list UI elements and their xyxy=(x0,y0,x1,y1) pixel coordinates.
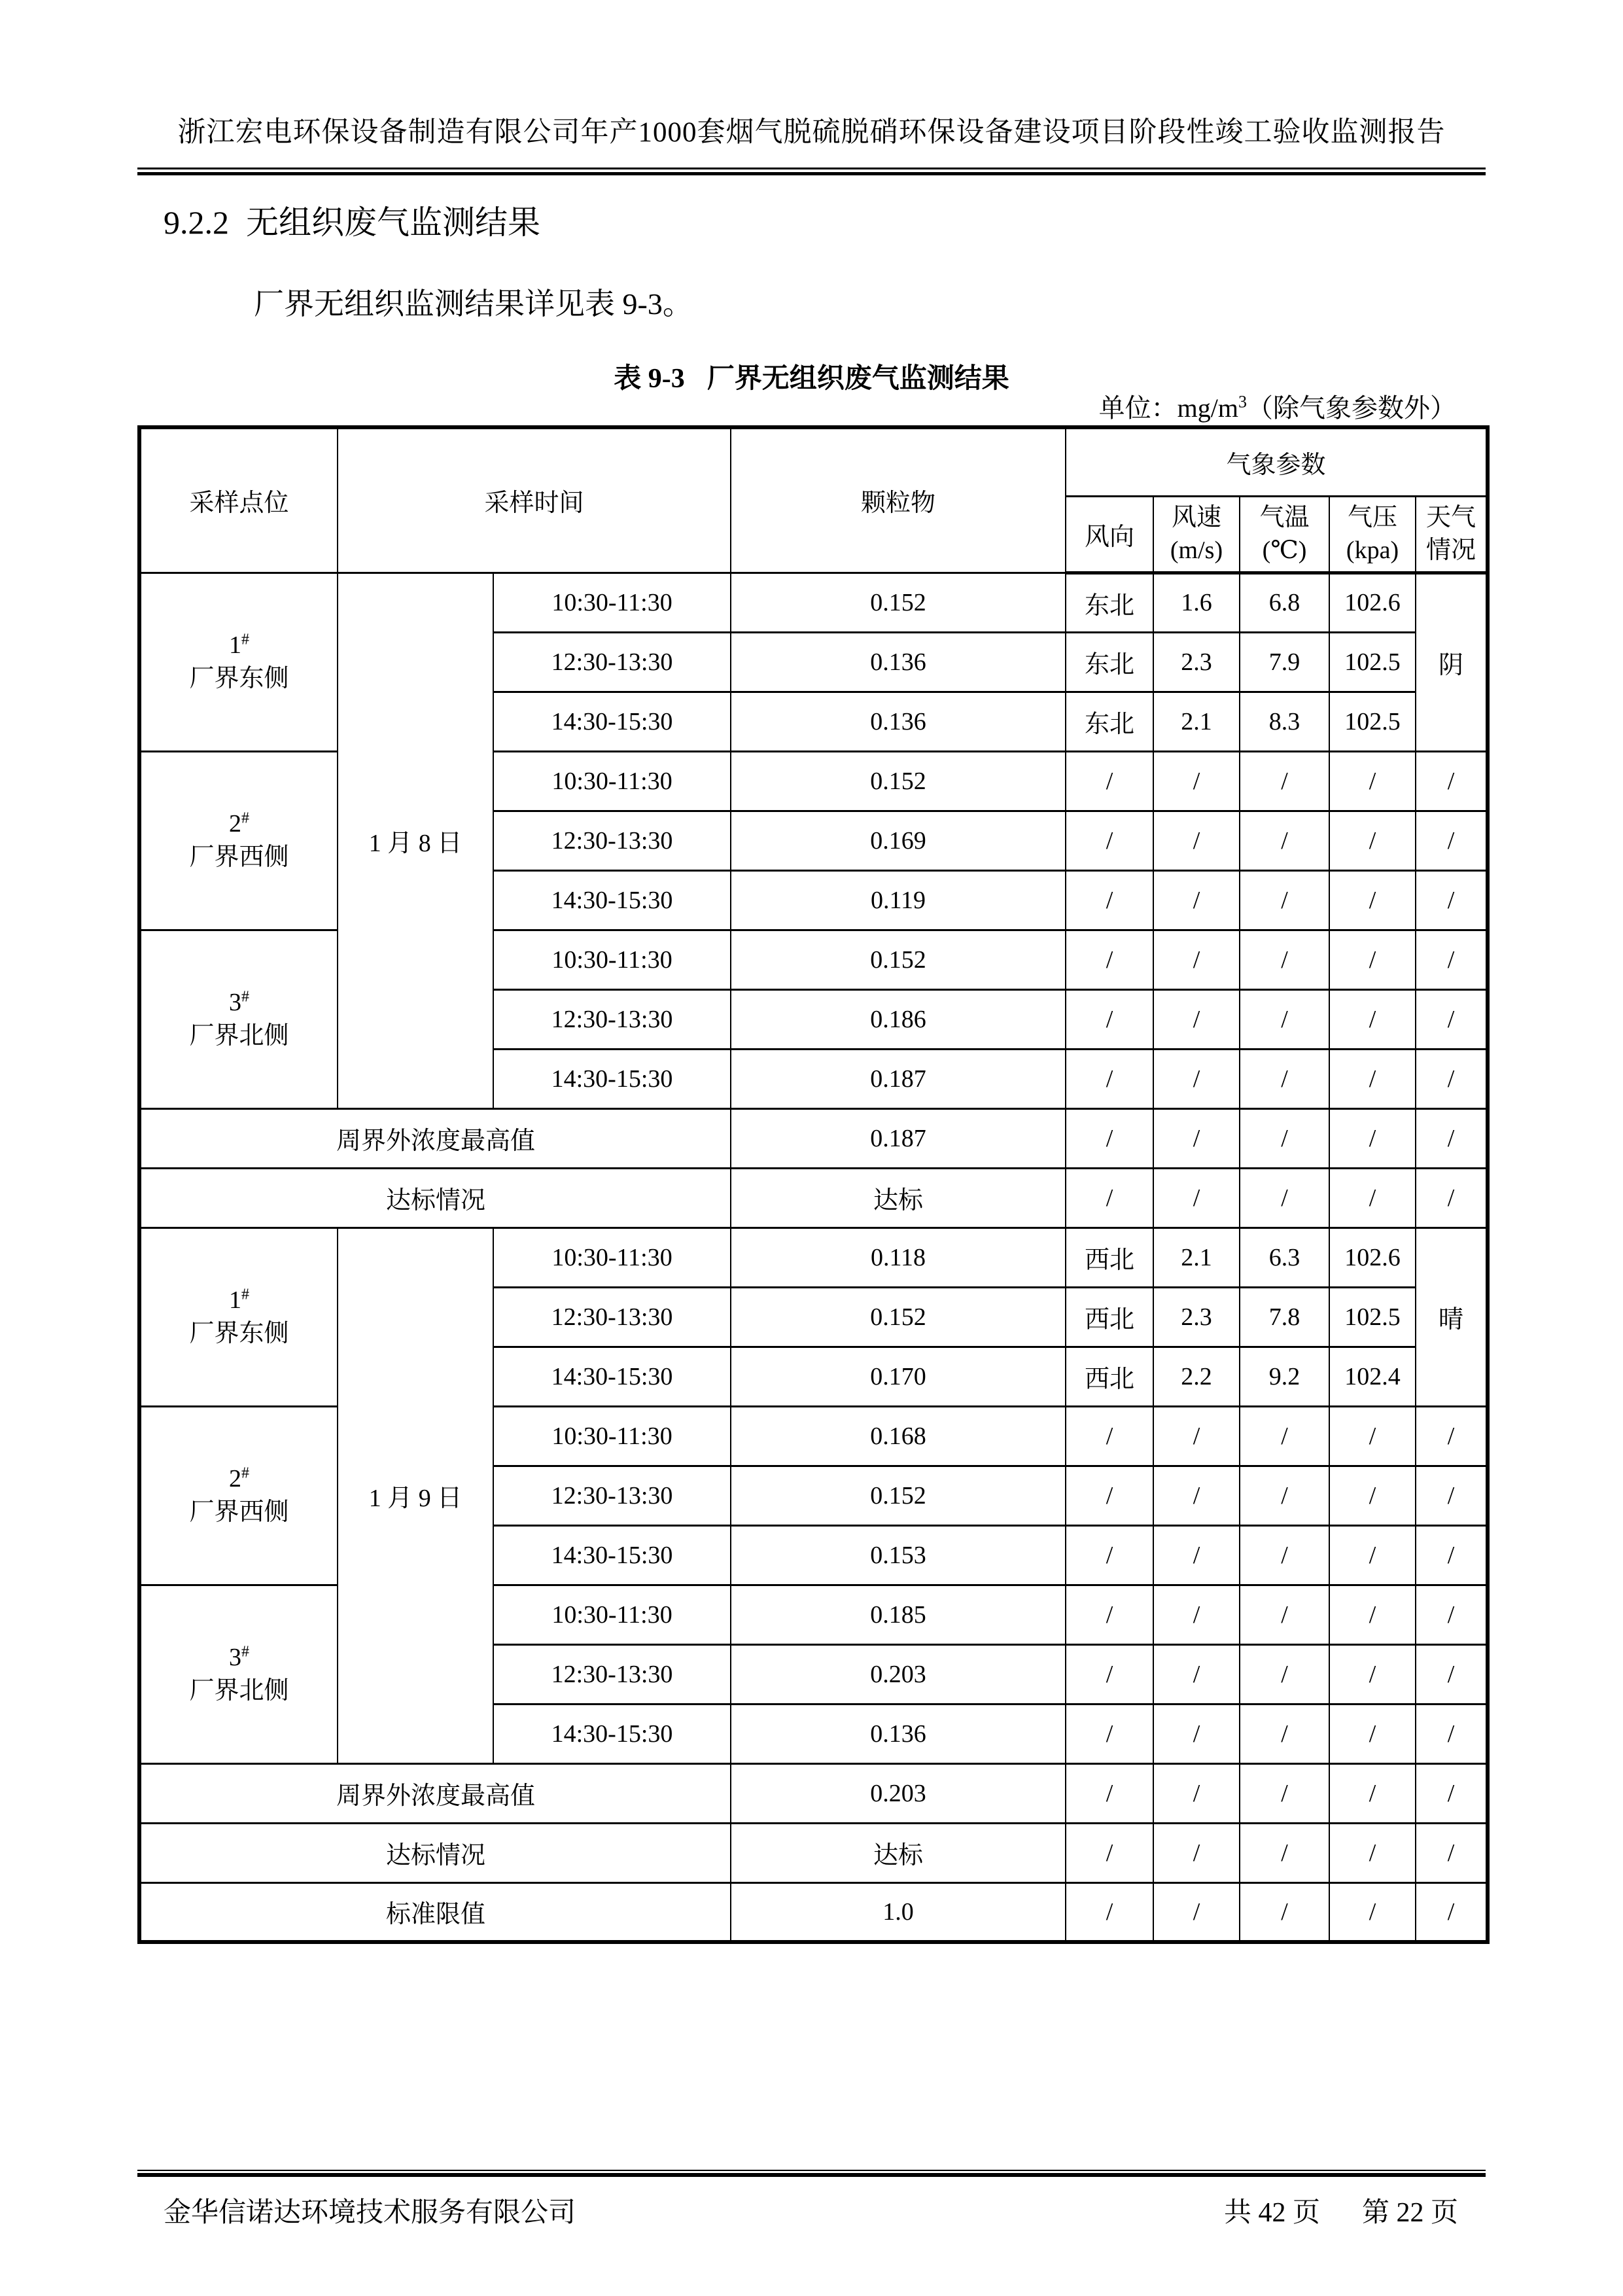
pressure-cell: 102.5 xyxy=(1329,692,1416,751)
point-name: 厂界西侧 xyxy=(189,1498,289,1526)
sampling-point-cell xyxy=(139,1585,338,1763)
hash-mark: # xyxy=(241,1643,249,1661)
time-cell: 10:30-11:30 xyxy=(493,573,731,632)
temp-cell: 6.3 xyxy=(1240,1227,1329,1287)
col-header-weather xyxy=(1416,496,1488,573)
max-concentration-label: 周界外浓度最高值 xyxy=(139,1763,731,1823)
wind-dir-cell: 西北 xyxy=(1066,1347,1153,1406)
pm-value-cell: 0.152 xyxy=(731,1287,1066,1347)
pm-value-cell: 0.152 xyxy=(731,1466,1066,1525)
pm-value-cell: 0.187 xyxy=(731,1049,1066,1108)
slash-cell: / xyxy=(1240,1644,1329,1704)
temp-cell: 8.3 xyxy=(1240,692,1329,751)
time-cell: 14:30-15:30 xyxy=(493,870,731,930)
point-number: 3# xyxy=(229,1643,249,1672)
temp-cell: 9.2 xyxy=(1240,1347,1329,1406)
pressure-label: 气压 xyxy=(1348,503,1398,531)
wind-speed-cell: 1.6 xyxy=(1153,573,1240,632)
slash-cell: / xyxy=(1329,989,1416,1049)
slash-cell: / xyxy=(1329,1406,1416,1466)
hash-mark: # xyxy=(241,1286,249,1303)
slash-cell: / xyxy=(1416,811,1488,870)
weather-label-1: 天气 xyxy=(1426,503,1476,531)
slash-cell: / xyxy=(1240,1108,1329,1168)
slash-cell: / xyxy=(1066,811,1153,870)
compliance-label: 达标情况 xyxy=(139,1823,731,1882)
sampling-point-cell xyxy=(139,930,338,1108)
slash-cell: / xyxy=(1240,1763,1329,1823)
footer-current-page: 第 22 页 xyxy=(1361,2198,1458,2228)
slash-cell: / xyxy=(1416,1644,1488,1704)
temp-cell: 7.8 xyxy=(1240,1287,1329,1347)
time-cell: 12:30-13:30 xyxy=(493,1644,731,1704)
slash-cell: / xyxy=(1329,870,1416,930)
slash-cell: / xyxy=(1329,1704,1416,1763)
slash-cell: / xyxy=(1066,989,1153,1049)
monitoring-results-table xyxy=(137,425,1490,1944)
slash-cell: / xyxy=(1240,1882,1329,1942)
point-number: 1# xyxy=(229,1286,249,1315)
slash-cell: / xyxy=(1416,1168,1488,1227)
point-name: 厂界东侧 xyxy=(189,664,289,692)
col-header-sampling-time: 采样时间 xyxy=(338,427,731,573)
table-title-text: 厂界无组织废气监测结果 xyxy=(707,364,1009,394)
slash-cell: / xyxy=(1066,1704,1153,1763)
slash-cell: / xyxy=(1153,1823,1240,1882)
footer-rule xyxy=(137,2170,1486,2177)
header-rule xyxy=(137,168,1486,175)
wind-speed-unit: (m/s) xyxy=(1170,537,1223,564)
slash-cell: / xyxy=(1153,870,1240,930)
slash-cell: / xyxy=(1066,1525,1153,1585)
weather-cell: 阴 xyxy=(1416,573,1488,751)
temp-cell: 6.8 xyxy=(1240,573,1329,632)
point-number: 1# xyxy=(229,631,249,660)
wind-dir-cell: 东北 xyxy=(1066,692,1153,751)
slash-cell: / xyxy=(1153,1049,1240,1108)
wind-speed-cell: 2.3 xyxy=(1153,1287,1240,1347)
slash-cell: / xyxy=(1240,1704,1329,1763)
slash-cell: / xyxy=(1153,930,1240,989)
pressure-cell: 102.6 xyxy=(1329,1227,1416,1287)
compliance-label: 达标情况 xyxy=(139,1168,731,1227)
pm-value-cell: 0.153 xyxy=(731,1525,1066,1585)
slash-cell: / xyxy=(1329,1049,1416,1108)
sampling-point-cell xyxy=(139,1406,338,1585)
point-name: 厂界北侧 xyxy=(189,1021,289,1050)
slash-cell: / xyxy=(1329,1466,1416,1525)
time-cell: 10:30-11:30 xyxy=(493,751,731,811)
col-header-temperature xyxy=(1240,496,1329,573)
pressure-cell: 102.6 xyxy=(1329,573,1416,632)
slash-cell: / xyxy=(1329,1525,1416,1585)
slash-cell: / xyxy=(1066,1108,1153,1168)
slash-cell: / xyxy=(1066,1763,1153,1823)
time-cell: 12:30-13:30 xyxy=(493,1466,731,1525)
wind-speed-cell: 2.1 xyxy=(1153,692,1240,751)
slash-cell: / xyxy=(1153,811,1240,870)
temperature-label: 气温 xyxy=(1259,503,1310,531)
slash-cell: / xyxy=(1416,1525,1488,1585)
col-header-wind-speed xyxy=(1153,496,1240,573)
sampling-point-cell xyxy=(139,751,338,930)
standard-limit-label: 标准限值 xyxy=(139,1882,731,1942)
pm-value-cell: 0.170 xyxy=(731,1347,1066,1406)
hash-mark: # xyxy=(241,809,249,827)
time-cell: 12:30-13:30 xyxy=(493,632,731,692)
section-title: 无组织废气监测结果 xyxy=(246,204,540,241)
temp-cell: 7.9 xyxy=(1240,632,1329,692)
time-cell: 14:30-15:30 xyxy=(493,1049,731,1108)
point-name: 厂界东侧 xyxy=(189,1319,289,1347)
col-header-sampling-point: 采样点位 xyxy=(139,427,338,573)
compliance-value: 达标 xyxy=(731,1168,1066,1227)
point-number: 2# xyxy=(229,1464,249,1493)
slash-cell: / xyxy=(1329,1168,1416,1227)
footer-total-pages: 共 42 页 xyxy=(1223,2198,1320,2228)
slash-cell: / xyxy=(1153,1525,1240,1585)
slash-cell: / xyxy=(1066,1882,1153,1942)
slash-cell: / xyxy=(1066,1406,1153,1466)
slash-cell: / xyxy=(1066,1644,1153,1704)
pm-value-cell: 0.119 xyxy=(731,870,1066,930)
pm-value-cell: 0.185 xyxy=(731,1585,1066,1644)
slash-cell: / xyxy=(1153,1763,1240,1823)
sampling-point-cell xyxy=(139,573,338,751)
time-cell: 14:30-15:30 xyxy=(493,1347,731,1406)
slash-cell: / xyxy=(1329,1108,1416,1168)
pm-value-cell: 0.136 xyxy=(731,1704,1066,1763)
slash-cell: / xyxy=(1240,870,1329,930)
slash-cell: / xyxy=(1066,1168,1153,1227)
slash-cell: / xyxy=(1416,1049,1488,1108)
time-cell: 14:30-15:30 xyxy=(493,1704,731,1763)
slash-cell: / xyxy=(1066,751,1153,811)
wind-dir-cell: 西北 xyxy=(1066,1227,1153,1287)
page-header-title: 浙江宏电环保设备制造有限公司年产1000套烟气脱硫脱硝环保设备建设项目阶段性竣工验收监测报告 xyxy=(177,117,1446,148)
standard-limit-value: 1.0 xyxy=(731,1882,1066,1942)
slash-cell: / xyxy=(1416,1406,1488,1466)
max-concentration-value: 0.187 xyxy=(731,1108,1066,1168)
slash-cell: / xyxy=(1066,1823,1153,1882)
intro-paragraph: 厂界无组织监测结果详见表 9-3。 xyxy=(254,287,693,321)
wind-dir-cell: 西北 xyxy=(1066,1287,1153,1347)
hash-mark: # xyxy=(241,988,249,1006)
slash-cell: / xyxy=(1240,751,1329,811)
slash-cell: / xyxy=(1416,989,1488,1049)
slash-cell: / xyxy=(1240,1823,1329,1882)
time-cell: 12:30-13:30 xyxy=(493,1287,731,1347)
wind-dir-cell: 东北 xyxy=(1066,632,1153,692)
unit-prefix: 单位：mg/m xyxy=(1098,393,1238,423)
time-cell: 10:30-11:30 xyxy=(493,1406,731,1466)
slash-cell: / xyxy=(1416,1585,1488,1644)
slash-cell: / xyxy=(1416,930,1488,989)
pressure-unit: (kpa) xyxy=(1346,537,1399,564)
max-concentration-label: 周界外浓度最高值 xyxy=(139,1108,731,1168)
slash-cell: / xyxy=(1153,1108,1240,1168)
slash-cell: / xyxy=(1153,1406,1240,1466)
slash-cell: / xyxy=(1329,751,1416,811)
footer-page-numbers xyxy=(1224,2191,1458,2230)
time-cell: 14:30-15:30 xyxy=(493,1525,731,1585)
wind-speed-cell: 2.1 xyxy=(1153,1227,1240,1287)
pm-value-cell: 0.203 xyxy=(731,1644,1066,1704)
pressure-cell: 102.5 xyxy=(1329,1287,1416,1347)
pm-value-cell: 0.169 xyxy=(731,811,1066,870)
pm-value-cell: 0.168 xyxy=(731,1406,1066,1466)
pm-value-cell: 0.136 xyxy=(731,692,1066,751)
pm-value-cell: 0.118 xyxy=(731,1227,1066,1287)
table-label: 表 9-3 xyxy=(614,364,685,394)
pressure-cell: 102.4 xyxy=(1329,1347,1416,1406)
slash-cell: / xyxy=(1329,1882,1416,1942)
footer-company: 金华信诺达环境技术服务有限公司 xyxy=(164,2198,576,2228)
slash-cell: / xyxy=(1153,1644,1240,1704)
col-header-pressure xyxy=(1329,496,1416,573)
time-cell: 14:30-15:30 xyxy=(493,692,731,751)
slash-cell: / xyxy=(1066,1585,1153,1644)
slash-cell: / xyxy=(1329,811,1416,870)
slash-cell: / xyxy=(1153,751,1240,811)
slash-cell: / xyxy=(1416,1882,1488,1942)
wind-speed-label: 风速 xyxy=(1172,503,1222,531)
point-number: 3# xyxy=(229,988,249,1017)
slash-cell: / xyxy=(1153,1704,1240,1763)
point-name: 厂界西侧 xyxy=(189,843,289,871)
slash-cell: / xyxy=(1066,1049,1153,1108)
section-number: 9.2.2 xyxy=(164,204,229,241)
slash-cell: / xyxy=(1240,811,1329,870)
slash-cell: / xyxy=(1240,1525,1329,1585)
time-cell: 10:30-11:30 xyxy=(493,1585,731,1644)
pm-value-cell: 0.152 xyxy=(731,751,1066,811)
point-name: 厂界北侧 xyxy=(189,1676,289,1704)
pm-value-cell: 0.186 xyxy=(731,989,1066,1049)
date-cell: 1 月 8 日 xyxy=(338,573,493,1108)
slash-cell: / xyxy=(1240,930,1329,989)
slash-cell: / xyxy=(1153,1585,1240,1644)
slash-cell: / xyxy=(1416,1823,1488,1882)
slash-cell: / xyxy=(1066,930,1153,989)
slash-cell: / xyxy=(1329,930,1416,989)
weather-cell: 晴 xyxy=(1416,1227,1488,1406)
col-header-particulate: 颗粒物 xyxy=(731,427,1066,573)
time-cell: 10:30-11:30 xyxy=(493,1227,731,1287)
slash-cell: / xyxy=(1066,870,1153,930)
point-number: 2# xyxy=(229,809,249,838)
slash-cell: / xyxy=(1240,1049,1329,1108)
slash-cell: / xyxy=(1329,1644,1416,1704)
wind-dir-cell: 东北 xyxy=(1066,573,1153,632)
hash-mark: # xyxy=(241,631,249,648)
slash-cell: / xyxy=(1240,1406,1329,1466)
slash-cell: / xyxy=(1240,989,1329,1049)
pressure-cell: 102.5 xyxy=(1329,632,1416,692)
pm-value-cell: 0.152 xyxy=(731,930,1066,989)
weather-label-2: 情况 xyxy=(1426,537,1476,564)
pm-value-cell: 0.152 xyxy=(731,573,1066,632)
compliance-value: 达标 xyxy=(731,1823,1066,1882)
time-cell: 12:30-13:30 xyxy=(493,989,731,1049)
slash-cell: / xyxy=(1416,1704,1488,1763)
slash-cell: / xyxy=(1240,1168,1329,1227)
unit-note xyxy=(137,387,1456,425)
date-cell: 1 月 9 日 xyxy=(338,1227,493,1763)
hash-mark: # xyxy=(241,1464,249,1482)
slash-cell: / xyxy=(1329,1585,1416,1644)
col-header-wind-direction: 风向 xyxy=(1066,496,1153,573)
time-cell: 12:30-13:30 xyxy=(493,811,731,870)
slash-cell: / xyxy=(1153,1882,1240,1942)
pm-value-cell: 0.136 xyxy=(731,632,1066,692)
temperature-unit: (℃) xyxy=(1262,537,1307,564)
col-header-meteo-params: 气象参数 xyxy=(1066,427,1488,496)
unit-superscript: 3 xyxy=(1238,392,1247,412)
slash-cell: / xyxy=(1416,870,1488,930)
unit-suffix: （除气象参数外） xyxy=(1247,393,1456,423)
slash-cell: / xyxy=(1153,989,1240,1049)
slash-cell: / xyxy=(1329,1823,1416,1882)
time-cell: 10:30-11:30 xyxy=(493,930,731,989)
slash-cell: / xyxy=(1416,751,1488,811)
wind-speed-cell: 2.3 xyxy=(1153,632,1240,692)
slash-cell: / xyxy=(1153,1466,1240,1525)
section-heading xyxy=(164,196,540,243)
slash-cell: / xyxy=(1329,1763,1416,1823)
slash-cell: / xyxy=(1416,1466,1488,1525)
slash-cell: / xyxy=(1416,1763,1488,1823)
slash-cell: / xyxy=(1153,1168,1240,1227)
slash-cell: / xyxy=(1066,1466,1153,1525)
wind-speed-cell: 2.2 xyxy=(1153,1347,1240,1406)
slash-cell: / xyxy=(1416,1108,1488,1168)
sampling-point-cell xyxy=(139,1227,338,1406)
max-concentration-value: 0.203 xyxy=(731,1763,1066,1823)
slash-cell: / xyxy=(1240,1585,1329,1644)
slash-cell: / xyxy=(1240,1466,1329,1525)
